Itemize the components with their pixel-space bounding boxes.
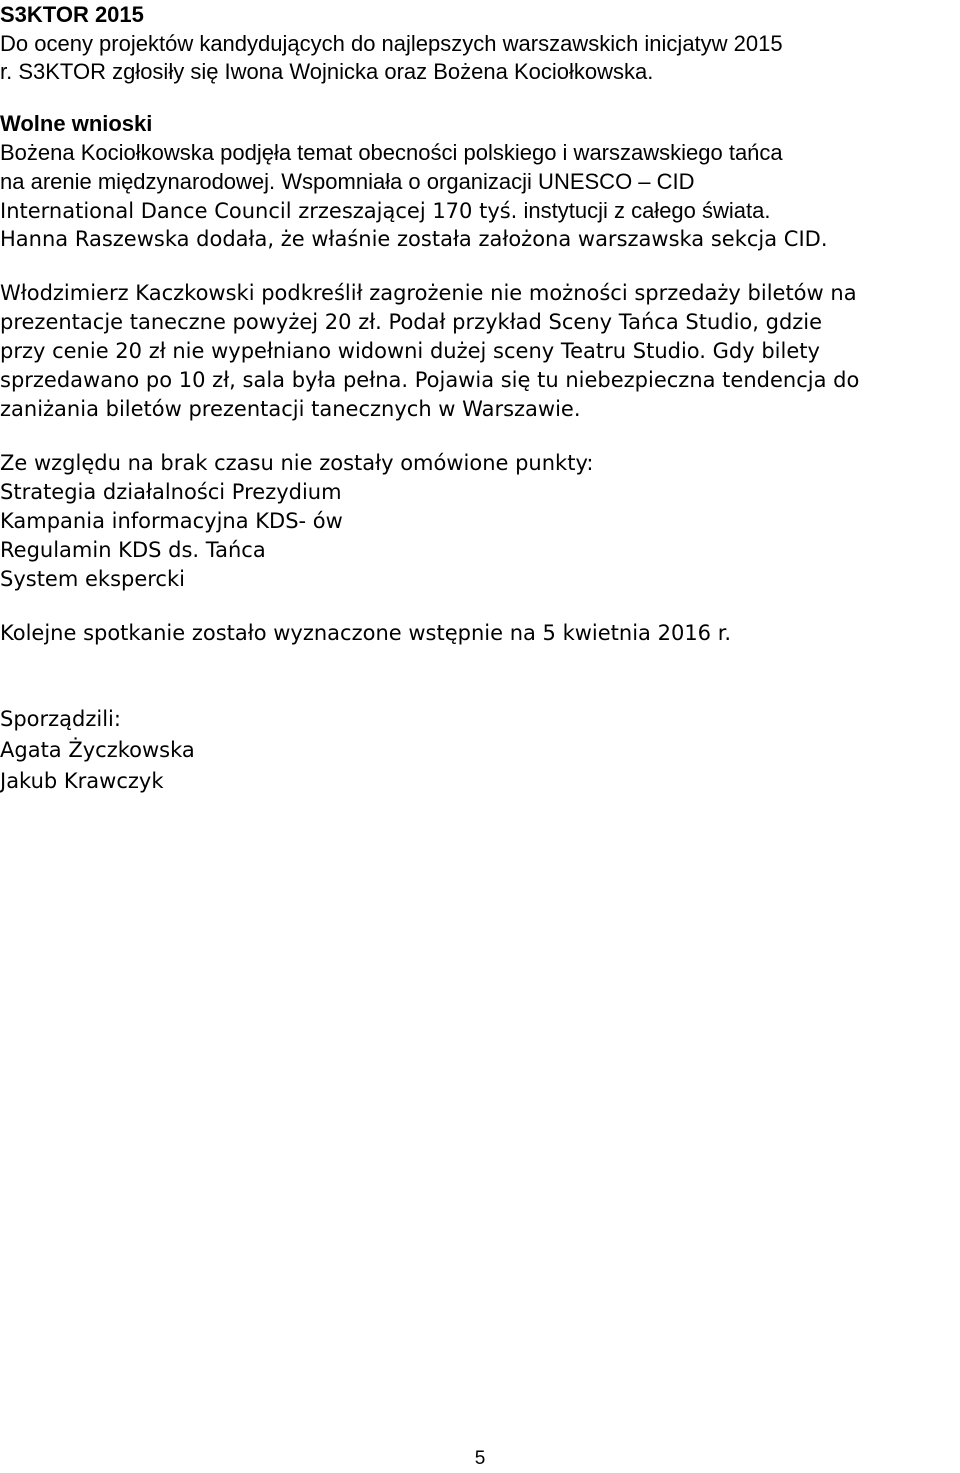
next-meeting-text: Kolejne spotkanie zostało wyznaczone wstępnie na 5 kwietnia 2016 r. (0, 621, 732, 645)
wolne-wnioski-heading: Wolne wnioski (0, 111, 153, 136)
omitted-points-intro: Ze względu na brak czasu nie zostały omówione punkty: (0, 451, 594, 475)
omitted-point-item: Regulamin KDS ds. Tańca (0, 538, 266, 562)
kaczkowski-line-4: sprzedawano po 10 zł, sala była pełna. Pojawia się tu niebezpieczna tendencja do (0, 368, 860, 392)
omitted-point-item: System ekspercki (0, 567, 185, 591)
s3ktor-text-line-1: Do oceny projektów kandydujących do najlepszych warszawskich inicjatyw 2015 (0, 31, 783, 56)
prepared-by-name: Jakub Krawczyk (0, 769, 164, 793)
omitted-point-item: Strategia działalności Prezydium (0, 480, 342, 504)
wolne-wnioski-line-3-part-a: International Dance Council zrzeszającej 170 tyś. (0, 199, 518, 223)
s3ktor-section (0, 0, 958, 86)
s3ktor-text-line-2: r. S3KTOR zgłosiły się Iwona Wojnicka oraz Bożena Kociołkowska. (0, 59, 654, 84)
wolne-wnioski-section (0, 109, 958, 254)
s3ktor-heading: S3KTOR 2015 (0, 2, 144, 27)
kaczkowski-paragraph (0, 279, 958, 424)
omitted-points-section (0, 449, 958, 594)
wolne-wnioski-line-2: na arenie międzynarodowej. Wspomniała o organizacji UNESCO – CID (0, 169, 695, 194)
prepared-by-section (0, 705, 958, 798)
prepared-by-name: Agata Życzkowska (0, 738, 195, 762)
prepared-by-label: Sporządzili: (0, 707, 121, 731)
wolne-wnioski-line-4: Hanna Raszewska dodała, że właśnie została założona warszawska sekcja CID. (0, 227, 828, 251)
next-meeting-section (0, 619, 958, 648)
kaczkowski-line-2: prezentacje taneczne powyżej 20 zł. Podał przykład Sceny Tańca Studio, gdzie (0, 310, 823, 334)
kaczkowski-line-3: przy cenie 20 zł nie wypełniano widowni dużej sceny Teatru Studio. Gdy bilety (0, 339, 820, 363)
page-number: 5 (474, 1448, 486, 1469)
omitted-point-item: Kampania informacyjna KDS- ów (0, 509, 343, 533)
wolne-wnioski-line-3-part-b: instytucji z całego świata. (517, 198, 771, 223)
kaczkowski-line-5: zaniżania biletów prezentacji tanecznych w Warszawie. (0, 397, 581, 421)
kaczkowski-line-1: Włodzimierz Kaczkowski podkreślił zagrożenie nie możności sprzedaży biletów na (0, 281, 857, 305)
wolne-wnioski-line-3 (0, 196, 958, 225)
wolne-wnioski-line-1: Bożena Kociołkowska podjęła temat obecności polskiego i warszawskiego tańca (0, 140, 783, 165)
